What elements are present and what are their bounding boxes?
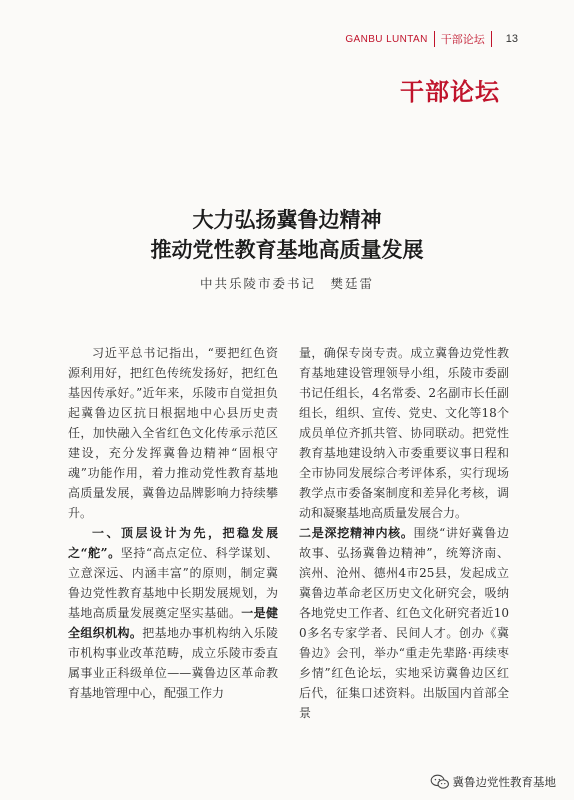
- article-author: 中共乐陵市委书记 樊廷雷: [199, 276, 374, 291]
- paragraph-point-two: [299, 523, 509, 723]
- title-line-1: 大力弘扬冀鲁边精神: [192, 208, 382, 232]
- header-divider: [434, 31, 435, 47]
- paragraph-intro: 习近平总书记指出，“要把红色资源利用好，把红色传统发扬好，把红色基因传承好。”近年来，乐陵市自觉担负起冀鲁边区抗日根据地中心县历史责任，加快融入全省红色文化传承示范区建设，充分发挥冀鲁边精神“固根守魂”功能作用，着力推动党性教育基地高质量发展，冀鲁边品牌影响力持续攀升。: [68, 346, 278, 520]
- watermark-text: 冀鲁边党性教育基地: [452, 775, 556, 789]
- paragraph-continued: 量，确保专岗专责。成立冀鲁边党性教育基地建设管理领导小组，乐陵市委副书记任组长，4名常委、2名副市长任副组长，组织、宣传、党史、文化等18个成员单位齐抓共管、协同联动。把党性教育基地建设纳入市委重要议事日程和全市协同发展综合考评体系，实行现场教学点市委备案制度和差异化考核，调动和凝聚基地高质量发展合力。: [299, 346, 509, 520]
- section-one-rest: 把基地办事机构纳入乐陵市机构事业改革范畴，成立乐陵市委直属事业正科级单位——冀鲁边区革命教育基地管理中心，配强工作力: [68, 626, 278, 700]
- page-header: [345, 30, 518, 48]
- section-one-body: 坚持“高点定位、科学谋划、立意深远、内涵丰富”的原则，制定冀鲁边党性教育基地中长期发展规划，为基地高质量发展奠定坚实基础。: [68, 546, 278, 620]
- section-one-subheading: 一是健全组织机构。: [68, 606, 278, 640]
- magazine-name: GANBU LUNTAN: [345, 33, 428, 45]
- header-section-name: 干部论坛: [440, 33, 485, 46]
- article-title: [0, 205, 574, 265]
- wechat-icon: [430, 774, 450, 790]
- title-line-2: 推动党性教育基地高质量发展: [150, 238, 424, 262]
- wechat-watermark: [430, 774, 557, 790]
- point-two-heading: 二是深挖精神内核。: [299, 526, 414, 540]
- section-one-heading: 一、顶层设计为先，把稳发展之“舵”。: [68, 526, 278, 560]
- right-column: [299, 343, 509, 723]
- header-divider: [491, 31, 492, 47]
- section-title: 干部论坛: [400, 77, 500, 106]
- point-two-body: 围绕“讲好冀鲁边故事、弘扬冀鲁边精神”，统筹济南、滨州、沧州、德州4市25县，发起成立冀鲁边革命老区历史文化研究会，吸纳各地党史工作者、红色文化研究者近100多名专家学者、民间人才。创办《冀鲁边》会刊，举办“重走先辈路·再续枣乡情”红色论坛，实地采访冀鲁边区红后代，征集口述资料。出版国内首部全景: [299, 526, 509, 720]
- page-number: 13: [505, 33, 518, 45]
- left-column: [68, 343, 278, 703]
- paragraph-section-one: [68, 523, 278, 703]
